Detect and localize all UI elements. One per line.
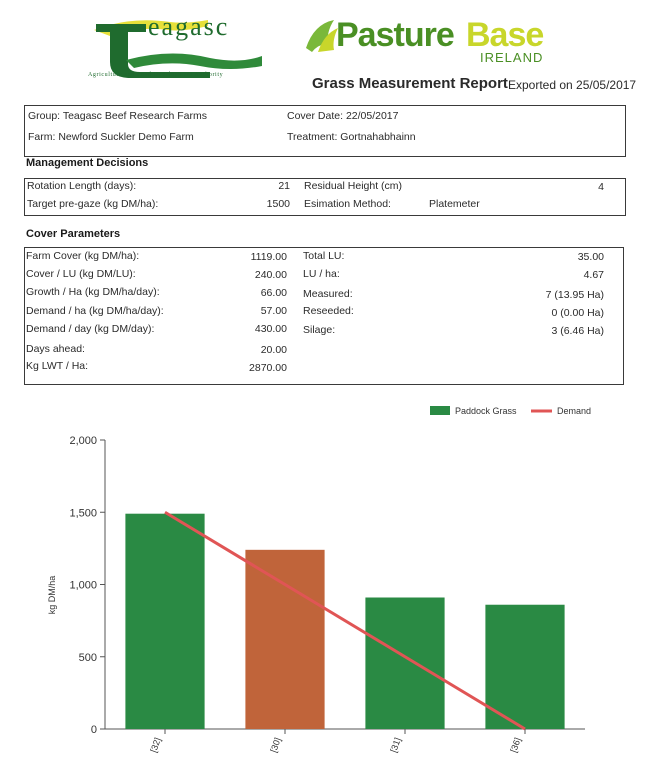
export-date: Exported on 25/05/2017 [508, 78, 637, 92]
method-value: Platemeter [429, 198, 480, 210]
cover-date-text: Cover Date: 22/05/2017 [287, 110, 399, 122]
cover-left-label: Kg LWT / Ha: [26, 360, 89, 372]
report-title: Grass Measurement Report [312, 75, 508, 92]
y-axis-label: kg DM/ha [47, 575, 57, 615]
cover-left-value: 240.00 [254, 269, 287, 281]
pasturebase-word-base: Base [466, 16, 544, 54]
cover-title: Cover Parameters [26, 228, 121, 240]
teagasc-tagline: Agriculture and Food Development Authority [88, 72, 224, 78]
cover-left-label: Farm Cover (kg DM/ha): [26, 250, 140, 262]
bar-36 [485, 605, 564, 729]
x-tick-label: [30] [268, 736, 283, 754]
cover-left-value: 57.00 [260, 305, 287, 317]
cover-right-label: Reseeded: [303, 305, 354, 317]
cover-right-label: Measured: [303, 288, 353, 300]
cover-left-value: 66.00 [260, 287, 287, 299]
x-tick-label: [31] [388, 736, 403, 754]
y-tick-label: 500 [78, 651, 97, 664]
legend-label-demand: Demand [557, 406, 592, 416]
x-tick-label: [32] [148, 736, 163, 754]
target-label: Target pre-gaze (kg DM/ha): [27, 198, 159, 210]
y-tick-label: 2,000 [69, 435, 97, 447]
cover-left-label: Days ahead: [26, 343, 85, 355]
cover-left-label: Demand / ha (kg DM/ha/day): [26, 305, 164, 317]
cover-right-value: 3 (6.46 Ha) [551, 325, 604, 337]
cover-right-label: LU / ha: [303, 268, 340, 280]
cover-left-label: Growth / Ha (kg DM/ha/day): [26, 286, 160, 298]
bar-30 [245, 550, 324, 729]
treatment-text: Treatment: Gortnahabhainn [287, 131, 416, 143]
grass-cover-chart [0, 395, 652, 779]
pasturebase-ireland: IRELAND [480, 50, 544, 65]
legend-label-paddock-grass: Paddock Grass [455, 406, 517, 416]
group-text: Group: Teagasc Beef Research Farms [28, 110, 207, 122]
bar-32 [125, 514, 204, 729]
y-tick-label: 1,000 [69, 579, 97, 592]
cover-right-label: Silage: [303, 324, 336, 336]
demand-line [165, 512, 525, 729]
chart-legend [430, 406, 591, 416]
target-value: 1500 [266, 198, 290, 210]
cover-right-value: 0 (0.00 Ha) [551, 307, 604, 319]
x-tick-label: [36] [508, 736, 523, 754]
residual-label: Residual Height (cm) [304, 180, 403, 192]
management-title: Management Decisions [26, 157, 149, 169]
cover-right-value: 7 (13.95 Ha) [545, 289, 604, 301]
cover-left-label: Demand / day (kg DM/day): [26, 323, 155, 335]
residual-value: 4 [598, 181, 604, 193]
y-tick-label: 0 [90, 724, 97, 736]
rotation-value: 21 [278, 180, 290, 192]
cover-right-value: 4.67 [583, 269, 604, 281]
legend-swatch-paddock-grass [430, 406, 450, 415]
cover-left-value: 20.00 [260, 344, 287, 356]
rotation-label: Rotation Length (days): [27, 180, 137, 192]
y-tick-label: 1,500 [69, 507, 97, 520]
cover-right-value: 35.00 [577, 251, 604, 263]
bar-31 [365, 598, 444, 729]
cover-left-value: 1119.00 [250, 251, 287, 263]
cover-left-value: 2870.00 [249, 362, 287, 374]
pasturebase-word-pasture: Pasture [336, 16, 454, 54]
cover-left-label: Cover / LU (kg DM/LU): [26, 268, 136, 280]
cover-right-label: Total LU: [303, 250, 345, 262]
method-label: Esimation Method: [304, 198, 391, 210]
farm-text: Farm: Newford Suckler Demo Farm [28, 131, 194, 143]
cover-left-value: 430.00 [254, 323, 287, 335]
teagasc-wordmark: eagasc [148, 12, 230, 41]
chart-plot-area [69, 435, 585, 754]
